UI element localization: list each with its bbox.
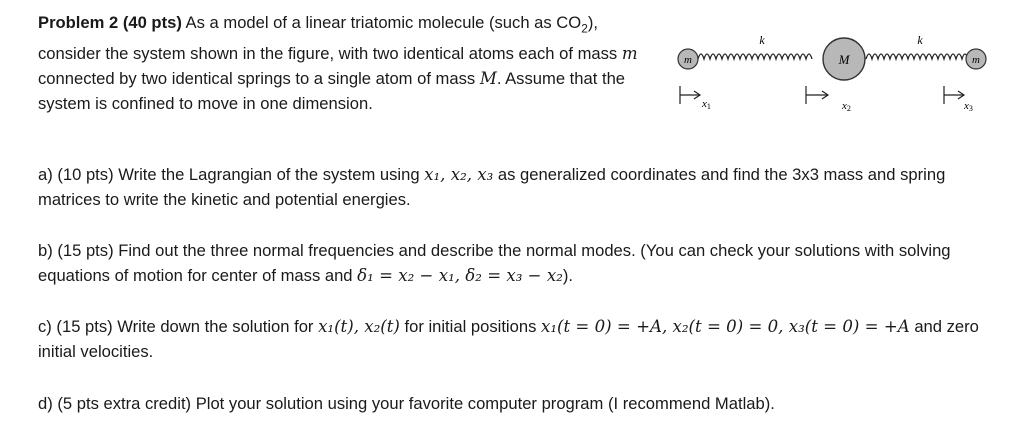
coord-marker-x3 xyxy=(944,86,973,113)
part-b-text-1: b) (15 pts) Find out the three normal frequencies and describe the normal modes. (You can check your solutions with solving equations of motion for center of mass and xyxy=(38,241,951,285)
coord-1-sub: 1 xyxy=(706,102,711,111)
intro-text-1: As a model of a linear triatomic molecule (such as CO xyxy=(181,13,582,32)
molecule-figure xyxy=(670,30,990,120)
coord-3-sub: 3 xyxy=(968,104,973,113)
coord-marker-x2 xyxy=(806,86,851,113)
part-a-text-2: as generalized coordinates and find the 3x3 mass and spring matrices to write the kinetic and potential energies. xyxy=(38,165,946,209)
problem-heading: Problem 2 (40 pts) xyxy=(38,13,182,32)
part-b xyxy=(38,238,998,288)
problem-statement xyxy=(38,10,638,116)
coord-2-sub: 2 xyxy=(846,104,851,113)
part-c-text-3: and zero initial velocities. xyxy=(38,317,979,361)
svg-text:x1 xyxy=(701,98,711,111)
part-c-text-2: for initial positions xyxy=(399,317,541,336)
part-c-text-1: c) (15 pts) Write down the solution for xyxy=(38,317,319,336)
part-a-coords: x₁, x₂, x₃ xyxy=(424,165,494,184)
part-c-functions: x₁(t), x₂(t) xyxy=(318,317,400,336)
part-a-text-1: a) (10 pts) Write the Lagrangian of the system using xyxy=(38,165,425,184)
part-a xyxy=(38,162,998,212)
coord-2-label: x xyxy=(842,100,847,112)
mass-M-symbol: M xyxy=(479,69,497,89)
part-d xyxy=(38,391,998,416)
intro-text-2: ), consider the system shown in the figure, with two identical atoms each of mass xyxy=(38,13,622,64)
right-atom-label: m xyxy=(972,54,980,66)
intro-text-3: connected by two identical springs to a single atom of mass xyxy=(38,69,480,89)
coord-marker-x1 xyxy=(680,86,711,111)
coord-3-label: x xyxy=(964,100,969,112)
intro-subscript: 2 xyxy=(581,21,588,36)
spring-right-label: k xyxy=(917,33,923,47)
spring-right xyxy=(866,54,974,59)
part-d-text: d) (5 pts extra credit) Plot your solution using your favorite computer program (I recommend Matlab). xyxy=(38,394,775,413)
part-c xyxy=(38,314,998,364)
svg-text:x3 xyxy=(963,100,973,113)
intro-text-4: . Assume that the system is confined to move in one dimension. xyxy=(38,69,626,114)
svg-text:x2 xyxy=(841,100,851,113)
part-b-equation: δ₁ = x₂ − x₁, δ₂ = x₃ − x₂ xyxy=(357,266,563,285)
center-atom-label: M xyxy=(838,52,850,67)
left-atom-label: m xyxy=(684,54,692,66)
spring-left xyxy=(698,54,812,59)
spring-left-label: k xyxy=(759,33,765,47)
part-c-initial-conditions: x₁(t = 0) = +A, x₂(t = 0) = 0, x₃(t = 0) = +A xyxy=(541,317,910,336)
part-b-text-2: ). xyxy=(562,266,573,285)
coord-1-label: x xyxy=(702,98,707,110)
mass-m-symbol: m xyxy=(621,44,638,64)
